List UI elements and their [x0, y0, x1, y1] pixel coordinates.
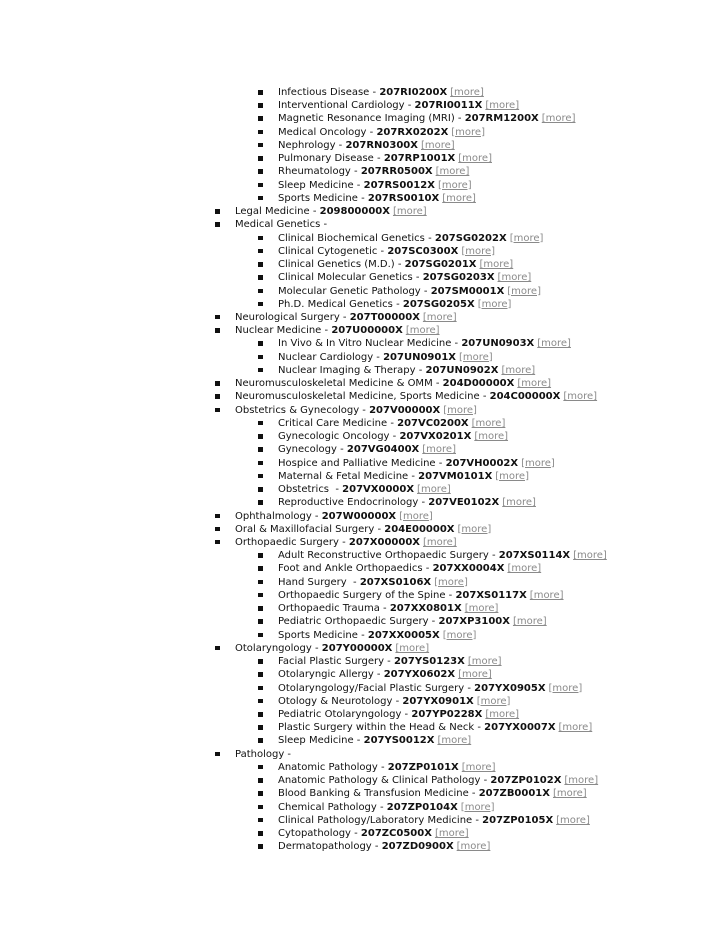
square-bullet-icon [258, 725, 263, 730]
taxonomy-code: 207XP3100X [438, 616, 510, 628]
taxonomy-code: 207XS0114X [498, 550, 571, 562]
more-link[interactable]: [more] [457, 523, 492, 535]
specialty-name: Infectious Disease - [278, 87, 380, 98]
specialty-name: Clinical Cytogenetic - [278, 245, 388, 257]
subspecialty-item [0, 179, 728, 192]
more-link[interactable]: [more] [521, 457, 555, 469]
taxonomy-code: 207YS0012X [363, 735, 435, 747]
taxonomy-code: 207SG0202X [434, 232, 507, 244]
more-link[interactable]: [more] [501, 364, 536, 376]
square-bullet-icon [258, 712, 263, 717]
more-link[interactable]: [more] [443, 404, 477, 416]
taxonomy-code: 207XS0106X [359, 576, 432, 588]
square-bullet-icon [258, 686, 263, 691]
specialty-name: Interventional Cardiology - [278, 100, 415, 112]
subspecialty-item [0, 496, 728, 509]
subspecialty-item [0, 483, 728, 496]
specialty-name: Nuclear Medicine - [235, 325, 332, 337]
square-bullet-icon [258, 302, 263, 307]
more-link[interactable]: [more] [405, 325, 440, 337]
square-bullet-icon [215, 514, 220, 519]
subspecialty-item [0, 99, 728, 112]
subspecialty-item [0, 602, 728, 615]
subspecialty-item [0, 589, 728, 602]
subspecialty-item [0, 840, 728, 853]
specialty-name: Blood Banking & Transfusion Medicine - [278, 788, 479, 800]
specialty-name: Magnetic Resonance Imaging (MRI) - [278, 113, 465, 125]
taxonomy-code: 207YX0602X [383, 669, 456, 681]
specialty-name: Maternal & Fetal Medicine - [278, 470, 419, 482]
taxonomy-code: 207VC0200X [397, 417, 469, 429]
subspecialty-item [0, 629, 728, 642]
specialty-name: Clinical Molecular Genetics - [278, 272, 423, 284]
taxonomy-code: 207XX0005X [367, 629, 440, 641]
more-link[interactable]: [more] [476, 695, 511, 707]
specialty-item [0, 390, 728, 403]
subspecialty-item [0, 232, 728, 245]
specialty-item [0, 536, 728, 549]
specialty-name: Obstetrics - [278, 484, 343, 496]
specialty-name: Sports Medicine - [278, 629, 368, 641]
subspecialty-item [0, 615, 728, 628]
specialty-name: Anatomic Pathology & Clinical Pathology - [278, 775, 491, 787]
square-bullet-icon [258, 434, 263, 439]
square-bullet-icon [258, 738, 263, 743]
specialty-item [0, 523, 728, 536]
square-bullet-icon [258, 421, 263, 426]
more-link[interactable]: [more] [442, 629, 477, 641]
specialty-name: Pediatric Otolaryngology - [278, 709, 412, 721]
more-link[interactable]: [more] [474, 431, 509, 443]
specialty-name: Dermatopathology - [278, 841, 382, 853]
square-bullet-icon [215, 646, 220, 651]
more-link[interactable]: [more] [460, 801, 495, 813]
more-link[interactable]: [more] [552, 788, 587, 800]
specialty-name: Reproductive Endocrinology - [278, 497, 429, 509]
more-link[interactable]: [more] [442, 192, 476, 204]
more-link[interactable]: [more] [422, 311, 457, 323]
more-link[interactable]: [more] [450, 87, 484, 98]
specialty-name: Clinical Genetics (M.D.) - [278, 259, 405, 271]
taxonomy-code: 207UN0902X [425, 364, 499, 376]
taxonomy-code: 207SG0201X [404, 259, 477, 271]
more-link[interactable]: [more] [422, 444, 456, 456]
subspecialty-item [0, 139, 728, 152]
subspecialty-item [0, 351, 728, 364]
more-link[interactable]: [more] [467, 656, 502, 668]
more-link[interactable]: [more] [451, 126, 485, 138]
subspecialty-item [0, 695, 728, 708]
specialty-name: Pathology - [235, 748, 292, 760]
square-bullet-icon [258, 156, 263, 161]
specialty-name: Otolaryngology/Facial Plastic Surgery - [278, 682, 475, 694]
square-bullet-icon [215, 209, 220, 214]
subspecialty-item [0, 801, 728, 814]
specialty-name: Gynecologic Oncology - [278, 431, 400, 443]
taxonomy-code: 207XX0004X [432, 563, 505, 575]
taxonomy-code: 207VE0102X [428, 497, 500, 509]
square-bullet-icon [258, 805, 263, 810]
subspecialty-item [0, 734, 728, 747]
specialty-name: Ph.D. Medical Genetics - [278, 298, 403, 310]
square-bullet-icon [258, 474, 263, 479]
more-link[interactable]: [more] [399, 510, 433, 522]
square-bullet-icon [258, 553, 263, 558]
square-bullet-icon [258, 341, 263, 346]
specialty-item [0, 377, 728, 390]
subspecialty-item [0, 152, 728, 165]
more-link[interactable]: [more] [512, 616, 547, 628]
subspecialty-item [0, 112, 728, 125]
specialty-name: Hand Surgery - [278, 576, 360, 588]
specialty-name: Ophthalmology - [235, 510, 322, 522]
specialty-name: Foot and Ankle Orthopaedics - [278, 563, 433, 575]
specialty-name: Sleep Medicine - [278, 179, 364, 191]
taxonomy-code: 207YX0905X [474, 682, 546, 694]
taxonomy-code: 207XX0801X [389, 603, 462, 615]
taxonomy-code: 207SG0203X [422, 272, 495, 284]
taxonomy-code: 207RS0010X [367, 192, 440, 204]
more-link[interactable]: [more] [529, 589, 564, 601]
more-link[interactable]: [more] [458, 669, 492, 681]
subspecialty-item [0, 417, 728, 430]
taxonomy-code: 207X00000X [348, 536, 420, 548]
more-link[interactable]: [more] [479, 259, 514, 271]
square-bullet-icon [258, 619, 263, 624]
taxonomy-code: 207RP1001X [383, 153, 456, 165]
square-bullet-icon [258, 289, 263, 294]
square-bullet-icon [215, 752, 220, 757]
more-link[interactable]: [more] [497, 272, 532, 284]
square-bullet-icon [215, 222, 220, 227]
specialty-name: Legal Medicine - [235, 206, 320, 218]
more-link[interactable]: [more] [564, 775, 599, 787]
specialty-name: Nuclear Imaging & Therapy - [278, 364, 426, 376]
subspecialty-item [0, 443, 728, 456]
subspecialty-item [0, 721, 728, 734]
square-bullet-icon [258, 130, 263, 135]
subspecialty-item [0, 165, 728, 178]
square-bullet-icon [258, 183, 263, 188]
more-link[interactable]: [more] [437, 179, 472, 191]
specialty-name: Rheumatology - [278, 166, 361, 178]
taxonomy-code: 207RI0200X [379, 87, 448, 98]
more-link[interactable]: [more] [563, 391, 598, 403]
taxonomy-code: 207RN0300X [345, 139, 418, 151]
square-bullet-icon [258, 249, 263, 254]
taxonomy-code: 207VX0201X [399, 431, 472, 443]
taxonomy-code: 207W00000X [321, 510, 397, 522]
square-bullet-icon [258, 262, 263, 267]
specialty-name: Molecular Genetic Pathology - [278, 285, 431, 297]
specialty-name: Gynecology - [278, 444, 347, 456]
specialty-name: Neuromusculoskeletal Medicine, Sports Medicine - [235, 391, 490, 403]
specialty-name: Sleep Medicine - [278, 735, 364, 747]
taxonomy-code: 207RM1200X [464, 113, 539, 125]
taxonomy-code: 207VH0002X [445, 457, 519, 469]
square-bullet-icon [258, 699, 263, 704]
specialty-name: Orthopaedic Trauma - [278, 603, 390, 615]
square-bullet-icon [258, 778, 263, 783]
more-link[interactable]: [more] [517, 378, 552, 390]
more-link[interactable]: [more] [458, 153, 492, 165]
square-bullet-icon [258, 236, 263, 241]
taxonomy-code: 207ZC0500X [360, 828, 432, 840]
more-link[interactable]: [more] [477, 298, 512, 310]
subspecialty-item [0, 430, 728, 443]
subspecialty-item [0, 245, 728, 258]
subspecialty-item [0, 337, 728, 350]
square-bullet-icon [258, 659, 263, 664]
more-link[interactable]: [more] [423, 536, 457, 548]
square-bullet-icon [258, 765, 263, 770]
subspecialty-item [0, 682, 728, 695]
specialty-name: Hospice and Palliative Medicine - [278, 457, 446, 469]
more-link[interactable]: [more] [434, 576, 468, 588]
specialty-list [0, 86, 728, 854]
specialty-item [0, 510, 728, 523]
more-link[interactable]: [more] [556, 814, 590, 826]
square-bullet-icon [215, 328, 220, 333]
taxonomy-code: 207ZP0101X [387, 761, 459, 773]
taxonomy-code: 207RS0012X [363, 179, 435, 191]
square-bullet-icon [258, 633, 263, 638]
taxonomy-code: 207RI0011X [414, 100, 483, 112]
taxonomy-code: 207UN0903X [461, 338, 535, 350]
taxonomy-code: 207YX0007X [484, 722, 556, 734]
more-link[interactable]: [more] [434, 828, 469, 840]
more-link[interactable]: [more] [507, 285, 541, 297]
specialty-name: Medical Oncology - [278, 126, 377, 138]
specialty-item [0, 218, 728, 231]
square-bullet-icon [215, 394, 220, 399]
taxonomy-code: 204E00000X [384, 523, 455, 535]
subspecialty-item [0, 258, 728, 271]
specialty-name: Obstetrics & Gynecology - [235, 404, 370, 416]
square-bullet-icon [258, 116, 263, 121]
square-bullet-icon [258, 672, 263, 677]
square-bullet-icon [258, 368, 263, 373]
specialty-name: Clinical Pathology/Laboratory Medicine - [278, 814, 483, 826]
taxonomy-code: 207YP0228X [411, 709, 483, 721]
more-link[interactable]: [more] [502, 497, 536, 509]
taxonomy-code: 207V00000X [369, 404, 441, 416]
square-bullet-icon [258, 143, 263, 148]
taxonomy-code: 207VX0000X [342, 484, 415, 496]
square-bullet-icon [258, 606, 263, 611]
taxonomy-code: 207T00000X [349, 311, 420, 323]
more-link[interactable]: [more] [485, 100, 520, 112]
specialty-item [0, 404, 728, 417]
more-link[interactable]: [more] [420, 139, 455, 151]
square-bullet-icon [258, 593, 263, 598]
taxonomy-code: 207VM0101X [418, 470, 493, 482]
square-bullet-icon [215, 381, 220, 386]
taxonomy-code: 207XS0117X [455, 589, 527, 601]
specialty-name: Nuclear Cardiology - [278, 351, 384, 363]
specialty-name: Facial Plastic Surgery - [278, 656, 394, 668]
taxonomy-code: 209800000X [319, 206, 390, 218]
subspecialty-item [0, 787, 728, 800]
specialty-name: Anatomic Pathology - [278, 761, 388, 773]
more-link[interactable]: [more] [485, 709, 520, 721]
subspecialty-item [0, 470, 728, 483]
more-link[interactable]: [more] [435, 166, 470, 178]
specialty-item [0, 324, 728, 337]
more-link[interactable]: [more] [392, 206, 427, 218]
square-bullet-icon [258, 566, 263, 571]
square-bullet-icon [258, 487, 263, 492]
taxonomy-code: 207ZP0102X [490, 775, 562, 787]
square-bullet-icon [215, 540, 220, 545]
square-bullet-icon [215, 315, 220, 320]
taxonomy-code: 207Y00000X [321, 642, 393, 654]
square-bullet-icon [215, 408, 220, 413]
specialty-name: Plastic Surgery within the Head & Neck - [278, 722, 485, 734]
taxonomy-code: 207ZP0105X [482, 814, 554, 826]
specialty-item [0, 311, 728, 324]
specialty-name: Otology & Neurotology - [278, 695, 403, 707]
subspecialty-item [0, 285, 728, 298]
square-bullet-icon [258, 169, 263, 174]
subspecialty-item [0, 708, 728, 721]
specialty-name: Chemical Pathology - [278, 801, 387, 813]
more-link[interactable]: [more] [464, 603, 499, 615]
taxonomy-code: 207YS0123X [393, 656, 465, 668]
square-bullet-icon [258, 196, 263, 201]
subspecialty-item [0, 457, 728, 470]
subspecialty-item [0, 668, 728, 681]
more-link[interactable]: [more] [437, 735, 472, 747]
taxonomy-code: 207SG0205X [402, 298, 475, 310]
square-bullet-icon [258, 500, 263, 505]
specialty-name: Adult Reconstructive Orthopaedic Surgery - [278, 550, 499, 562]
more-link[interactable]: [more] [417, 484, 451, 496]
taxonomy-code: 207YX0901X [402, 695, 474, 707]
square-bullet-icon [258, 580, 263, 585]
square-bullet-icon [258, 447, 263, 452]
subspecialty-item [0, 827, 728, 840]
taxonomy-code: 207SC0300X [387, 245, 459, 257]
more-link[interactable]: [more] [537, 338, 571, 350]
square-bullet-icon [258, 275, 263, 280]
subspecialty-item [0, 562, 728, 575]
specialty-name: Critical Care Medicine - [278, 417, 398, 429]
square-bullet-icon [258, 90, 263, 95]
taxonomy-code: 207UN0901X [383, 351, 456, 363]
specialty-name: Orthopaedic Surgery of the Spine - [278, 589, 456, 601]
subspecialty-item [0, 549, 728, 562]
more-link[interactable]: [more] [548, 682, 583, 694]
more-link[interactable]: [more] [507, 563, 542, 575]
more-link[interactable]: [more] [558, 722, 593, 734]
specialty-name: In Vivo & In Vitro Nuclear Medicine - [278, 338, 462, 350]
specialty-item [0, 642, 728, 655]
more-link[interactable]: [more] [509, 232, 544, 244]
specialty-name: Oral & Maxillofacial Surgery - [235, 523, 385, 535]
subspecialty-item [0, 271, 728, 284]
taxonomy-code: 207ZB0001X [478, 788, 550, 800]
taxonomy-code: 207U00000X [331, 325, 403, 337]
square-bullet-icon [258, 831, 263, 836]
specialty-name: Orthopaedic Surgery - [235, 536, 349, 548]
specialty-name: Otolaryngic Allergy - [278, 669, 384, 681]
specialty-name: Nephrology - [278, 139, 346, 151]
more-link[interactable]: [more] [573, 550, 607, 562]
specialty-item [0, 748, 728, 761]
taxonomy-code: 207ZP0104X [386, 801, 458, 813]
more-link[interactable]: [more] [461, 245, 496, 257]
specialty-name: Neuromusculoskeletal Medicine & OMM - [235, 378, 443, 390]
specialty-name: Cytopathology - [278, 828, 361, 840]
subspecialty-item [0, 192, 728, 205]
more-link[interactable]: [more] [395, 642, 430, 654]
more-link[interactable]: [more] [471, 417, 506, 429]
square-bullet-icon [258, 103, 263, 108]
specialty-item [0, 205, 728, 218]
specialty-name: Neurological Surgery - [235, 311, 350, 323]
specialty-name: Clinical Biochemical Genetics - [278, 232, 435, 244]
square-bullet-icon [258, 461, 263, 466]
taxonomy-code: 207RX0202X [376, 126, 449, 138]
more-link[interactable]: [more] [461, 761, 496, 773]
specialty-name: Pulmonary Disease - [278, 153, 384, 165]
specialty-name: Pediatric Orthopaedic Surgery - [278, 616, 439, 628]
subspecialty-item [0, 576, 728, 589]
subspecialty-item [0, 298, 728, 311]
specialty-name: Otolaryngology - [235, 642, 322, 654]
specialty-name: Medical Genetics - [235, 219, 328, 231]
subspecialty-item [0, 86, 728, 99]
taxonomy-code: 207SM0001X [430, 285, 505, 297]
more-link[interactable]: [more] [495, 470, 529, 482]
taxonomy-code: 207RR0500X [360, 166, 433, 178]
square-bullet-icon [258, 818, 263, 823]
subspecialty-item [0, 761, 728, 774]
square-bullet-icon [258, 791, 263, 796]
taxonomy-code: 207VG0400X [346, 444, 420, 456]
more-link[interactable]: [more] [456, 841, 491, 853]
subspecialty-item [0, 364, 728, 377]
taxonomy-code: 204D00000X [442, 378, 515, 390]
square-bullet-icon [258, 355, 263, 360]
specialty-name: Sports Medicine - [278, 192, 368, 204]
square-bullet-icon [215, 527, 220, 532]
subspecialty-item [0, 126, 728, 139]
taxonomy-code: 204C00000X [489, 391, 561, 403]
subspecialty-item [0, 655, 728, 668]
subspecialty-item [0, 774, 728, 787]
taxonomy-code: 207ZD0900X [381, 841, 454, 853]
more-link[interactable]: [more] [459, 351, 493, 363]
subspecialty-item [0, 814, 728, 827]
more-link[interactable]: [more] [541, 113, 576, 125]
square-bullet-icon [258, 844, 263, 849]
